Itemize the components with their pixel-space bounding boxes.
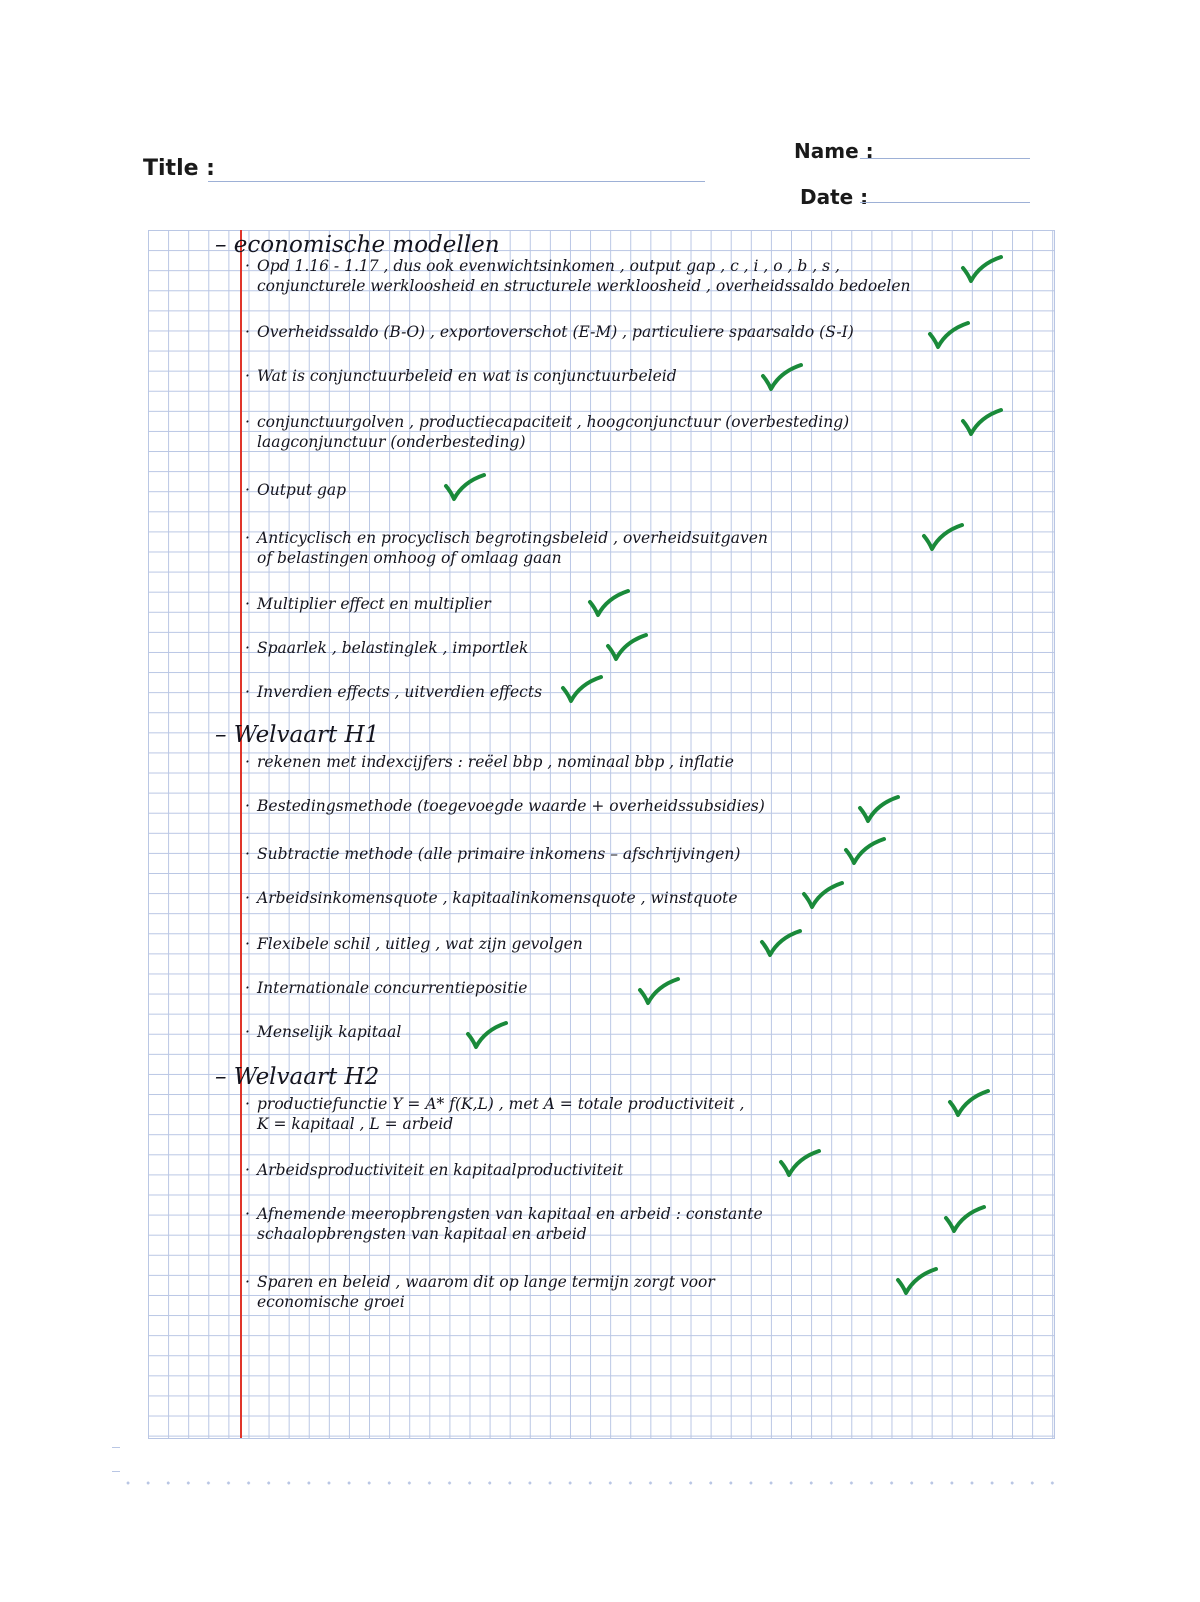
name-label: Name : bbox=[794, 139, 874, 163]
checkmark-icon bbox=[927, 320, 971, 350]
left-dash-1 bbox=[112, 1447, 120, 1448]
checkmark-icon bbox=[465, 1020, 509, 1050]
bullet-dot: · bbox=[245, 1205, 250, 1223]
list-item-text: Multiplier effect en multiplier bbox=[257, 595, 491, 613]
list-item-text: Output gap bbox=[257, 481, 347, 499]
list-item bbox=[245, 888, 738, 908]
bullet-dot: · bbox=[245, 845, 250, 863]
bullet-dot: · bbox=[245, 683, 250, 701]
checkmark-icon bbox=[760, 362, 804, 392]
checkmark-icon bbox=[605, 632, 649, 662]
section-title: – economische modellen bbox=[215, 232, 500, 258]
list-item bbox=[245, 480, 346, 500]
list-item bbox=[245, 1022, 401, 1042]
list-item bbox=[245, 682, 542, 702]
list-item bbox=[245, 638, 528, 658]
list-item-text: Overheidssaldo (B-O) , exportoverschot (E-M) , particuliere spaarsaldo (S-I) bbox=[257, 323, 854, 341]
list-item bbox=[245, 1094, 744, 1134]
list-item-text: laagconjunctuur (onderbesteding) bbox=[257, 433, 526, 451]
list-item-text: Afnemende meeropbrengsten van kapitaal en arbeid : constante bbox=[257, 1205, 763, 1223]
list-item-text: Internationale concurrentiepositie bbox=[257, 979, 528, 997]
left-dash-2 bbox=[112, 1471, 120, 1472]
list-item bbox=[245, 1160, 623, 1180]
list-item-text: conjuncturele werkloosheid en structurele werkloosheid , overheidssaldo bedoelen bbox=[257, 277, 911, 295]
list-item-text: Sparen en beleid , waarom dit op lange termijn zorgt voor bbox=[257, 1273, 715, 1291]
list-item-text: Wat is conjunctuurbeleid en wat is conjunctuurbeleid bbox=[257, 367, 677, 385]
list-item bbox=[245, 594, 491, 614]
checkmark-icon bbox=[960, 254, 1004, 284]
list-item-text: Arbeidsinkomensquote , kapitaalinkomensquote , winstquote bbox=[257, 889, 738, 907]
list-item-text: Bestedingsmethode (toegevoegde waarde + overheidssubsidies) bbox=[257, 797, 765, 815]
checkmark-icon bbox=[843, 836, 887, 866]
list-item-text: of belastingen omhoog of omlaag gaan bbox=[257, 549, 562, 567]
list-item bbox=[245, 934, 583, 954]
bullet-dot: · bbox=[245, 889, 250, 907]
bullet-dot: · bbox=[245, 1023, 250, 1041]
list-item bbox=[245, 796, 765, 816]
list-item-text: Spaarlek , belastinglek , importlek bbox=[257, 639, 529, 657]
list-item bbox=[245, 844, 740, 864]
checkmark-icon bbox=[778, 1148, 822, 1178]
list-item-text: Anticyclisch en procyclisch begrotingsbeleid , overheidsuitgaven bbox=[257, 529, 768, 547]
bullet-dot: · bbox=[245, 481, 250, 499]
checkmark-icon bbox=[960, 407, 1004, 437]
margin-line bbox=[240, 230, 242, 1438]
checkmark-icon bbox=[443, 472, 487, 502]
checkmark-icon bbox=[857, 794, 901, 824]
name-line bbox=[860, 158, 1030, 159]
bullet-dot: · bbox=[245, 1161, 250, 1179]
bullet-dot: · bbox=[245, 595, 250, 613]
list-item-text: economische groei bbox=[257, 1293, 405, 1311]
list-item bbox=[245, 256, 911, 296]
list-item bbox=[245, 366, 677, 386]
list-item bbox=[245, 322, 854, 342]
checkmark-icon bbox=[943, 1204, 987, 1234]
checkmark-icon bbox=[759, 928, 803, 958]
bullet-dot: · bbox=[245, 323, 250, 341]
section-title: – Welvaart H2 bbox=[215, 1064, 380, 1090]
bullet-dot: · bbox=[245, 413, 250, 431]
list-item bbox=[245, 412, 849, 452]
checkmark-icon bbox=[560, 674, 604, 704]
list-item-text: schaalopbrengsten van kapitaal en arbeid bbox=[257, 1225, 587, 1243]
bullet-dot: · bbox=[245, 979, 250, 997]
list-item bbox=[245, 528, 768, 568]
title-line bbox=[208, 181, 705, 182]
section-title: – Welvaart H1 bbox=[215, 722, 380, 748]
checkmark-icon bbox=[921, 522, 965, 552]
list-item-text: Flexibele schil , uitleg , wat zijn gevolgen bbox=[257, 935, 583, 953]
checkmark-icon bbox=[947, 1088, 991, 1118]
bullet-dot: · bbox=[245, 1095, 250, 1113]
bullet-dot: · bbox=[245, 257, 250, 275]
list-item-text: Subtractie methode (alle primaire inkomens – afschrijvingen) bbox=[257, 845, 741, 863]
list-item bbox=[245, 752, 734, 772]
bullet-dot: · bbox=[245, 753, 250, 771]
list-item bbox=[245, 978, 527, 998]
bullet-dot: · bbox=[245, 529, 250, 547]
checkmark-icon bbox=[895, 1266, 939, 1296]
list-item-text: Arbeidsproductiviteit en kapitaalproductiviteit bbox=[257, 1161, 624, 1179]
checkmark-icon bbox=[637, 976, 681, 1006]
list-item-text: conjunctuurgolven , productiecapaciteit , hoogconjunctuur (overbesteding) bbox=[257, 413, 850, 431]
checkmark-icon bbox=[801, 880, 845, 910]
list-item-text: Inverdien effects , uitverdien effects bbox=[257, 683, 543, 701]
list-item-text: Menselijk kapitaal bbox=[257, 1023, 402, 1041]
list-item-text: productiefunctie Y = A* f(K,L) , met A = totale productiviteit , bbox=[257, 1095, 745, 1113]
date-line bbox=[860, 202, 1030, 203]
bullet-dot: · bbox=[245, 797, 250, 815]
checkmark-icon bbox=[587, 588, 631, 618]
list-item bbox=[245, 1204, 763, 1244]
bottom-dot-row bbox=[118, 1478, 1068, 1488]
bullet-dot: · bbox=[245, 639, 250, 657]
list-item bbox=[245, 1272, 715, 1312]
bullet-dot: · bbox=[245, 935, 250, 953]
list-item-text: rekenen met indexcijfers : reëel bbp , nominaal bbp , inflatie bbox=[257, 753, 734, 771]
date-label: Date : bbox=[800, 185, 869, 209]
bullet-dot: · bbox=[245, 1273, 250, 1291]
list-item-text: Opd 1.16 - 1.17 , dus ook evenwichtsinkomen , output gap , c , i , o , b , s , bbox=[257, 257, 840, 275]
list-item-text: K = kapitaal , L = arbeid bbox=[257, 1115, 454, 1133]
bullet-dot: · bbox=[245, 367, 250, 385]
title-label: Title : bbox=[143, 156, 215, 181]
